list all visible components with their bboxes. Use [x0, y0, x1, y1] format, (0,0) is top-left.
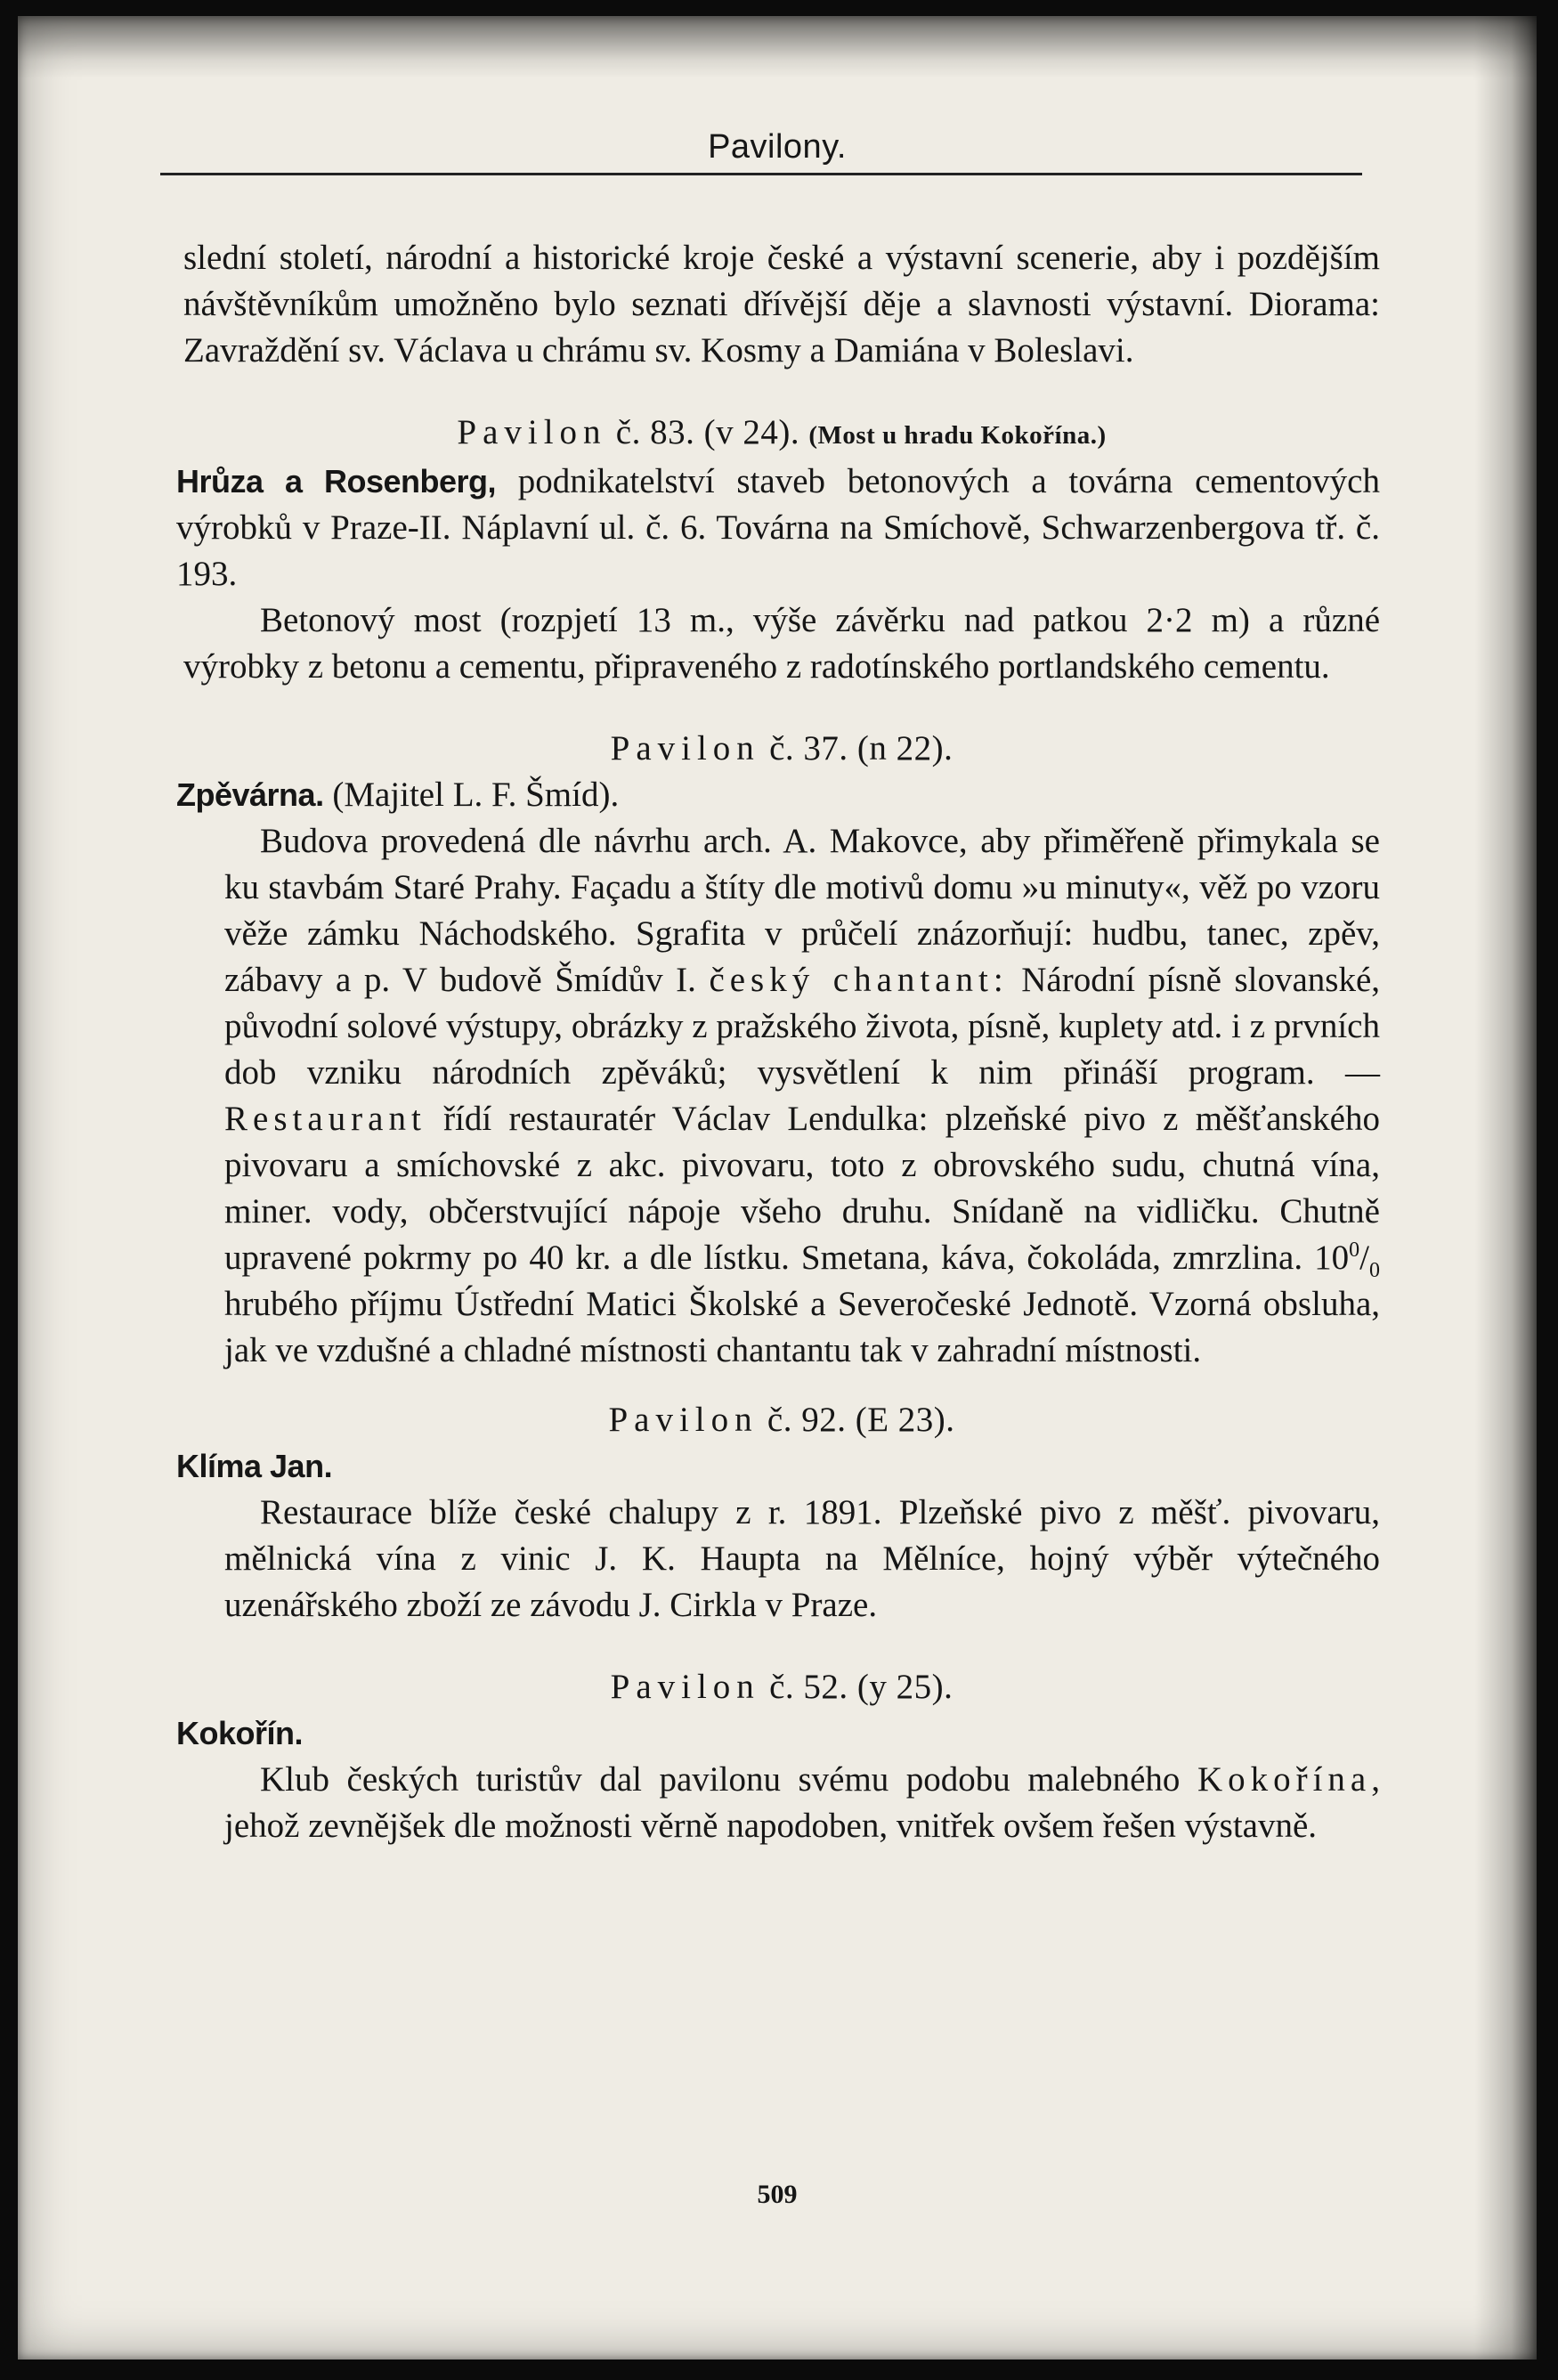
percent-sup: 0: [1349, 1239, 1360, 1262]
body-part: Klub českých turistův dal pavilonu svému podobu malebného: [260, 1760, 1197, 1799]
body-part: řídí restauratér Václav Lendulka: plzeňské pivo z měšťanského pivovaru a smíchovské z akc. pivovaru, toto z obrovského sudu, chutná vína, miner. vody, občerstvující nápoje všeho druhu. Snídaně na vidličku. Chutně upravené pokrmy po 40 kr. a dle lístku. Smetana, káva, čokoláda, zmrzlina. 10: [224, 1100, 1380, 1277]
heading-label: Pavilon: [610, 1668, 760, 1706]
running-head: Pavilony.: [708, 128, 847, 166]
heading-number: č. 92.: [767, 1401, 847, 1439]
heading-number: č. 52.: [769, 1668, 848, 1706]
body-part: Budova provedená dle návrhu arch. A. Makovce, aby přiměřeně přimykala se ku stavbám Staré Prahy. Façadu a štíty dle motivů domu »u minuty«, věž po vzoru věže zámku Náchodského. Sgrafita v průčelí znázorňují: hudbu, tanec, zpěv, zábavy a p. V budově Šmídův I.: [224, 822, 1380, 999]
section-heading-92: [183, 1397, 1380, 1443]
firm-entry-klima: [176, 1443, 1380, 1490]
spaced-term: Restaurant: [224, 1100, 426, 1138]
heading-label: Pavilon: [608, 1401, 759, 1439]
body-part: hrubého příjmu Ústřední Matici Školské a Severočeské Jednotě. Vzorná obsluha, jak ve vzdušné a chladné místnosti chantantu tak v zahradní místnosti.: [224, 1285, 1380, 1369]
section-body: [183, 818, 1380, 1374]
heading-location: (E 23).: [855, 1401, 955, 1439]
heading-location: (n 22).: [856, 729, 953, 768]
firm-description: podnikatelství staveb betonových a továrna cementových výrobků v Praze-II. Náplavní ul. č. 6. Továrna na Smíchově, Schwarzenbergova tř. č. 193.: [176, 462, 1380, 593]
heading-location: (v 24).: [703, 413, 800, 451]
body-part: Národní písně slovanské, původní solové výstupy, obrázky z pražského života, písně, kuplety atd. i z prvních dob vzniku národních zpěváků; vysvětlení k nim přináší program. —: [224, 961, 1381, 1092]
percent-slash: /: [1359, 1239, 1369, 1277]
section-heading-37: [183, 726, 1380, 772]
section-body: Restaurace blíže české chalupy z r. 1891. Plzeňské pivo z měšť. pivovaru, mělnická vína z vinic J. K. Haupta na Mělníce, hojný výběr výtečného uzenářského zboží ze závodu J. Cirkla v Praze.: [224, 1493, 1380, 1624]
heading-number: č. 83.: [615, 413, 695, 451]
firm-entry-zpevarna: [176, 772, 1380, 818]
body-part: , jehož zevnějšek dle možnosti věrně napodoben, vnitřek ovšem řešen výstavně.: [224, 1760, 1380, 1845]
spaced-term: český chantant:: [709, 961, 1009, 999]
percent-sub: 0: [1369, 1258, 1380, 1282]
firm-entry-hruza: [176, 459, 1380, 597]
scan-shadow-top: [18, 16, 1537, 78]
heading-label: Pavilon: [457, 413, 607, 451]
page-content: [176, 235, 1381, 1849]
scan-shadow-right: [1474, 16, 1537, 2360]
section-heading-83: [183, 410, 1380, 459]
firm-name: Hrůza a Rosenberg,: [176, 463, 496, 500]
header-rule: [160, 173, 1362, 175]
heading-label: Pavilon: [610, 729, 760, 768]
section-body: [183, 1757, 1380, 1849]
book-page: [18, 16, 1537, 2360]
heading-location: (y 25).: [856, 1668, 953, 1706]
spaced-term: Kokořína: [1197, 1760, 1372, 1799]
firm-name: Klíma Jan.: [176, 1448, 333, 1484]
heading-note: (Most u hradu Kokořína.): [808, 421, 1107, 450]
intro-paragraph: slední století, národní a historické kroje české a výstavní scenerie, aby i pozdějším návštěvníkům umožněno bylo seznati dřívější děje a slavnosti výstavní. Diorama: Zavraždění sv. Václava u chrámu sv. Kosmy a Damiána v Boleslavi.: [183, 239, 1380, 370]
section-body: Betonový most (rozpjetí 13 m., výše závěrku nad patkou 2·2 m) a různé výrobky z betonu a cementu, připraveného z radotínského portlandského cementu.: [183, 601, 1380, 686]
section-heading-52: [183, 1664, 1380, 1710]
firm-name: Kokořín.: [176, 1715, 304, 1751]
firm-owner: (Majitel L. F. Šmíd).: [323, 776, 620, 814]
page-number: 509: [757, 2180, 798, 2209]
heading-number: č. 37.: [769, 729, 848, 768]
firm-entry-kokorin: [176, 1710, 1380, 1757]
firm-name: Zpěvárna.: [176, 776, 324, 813]
